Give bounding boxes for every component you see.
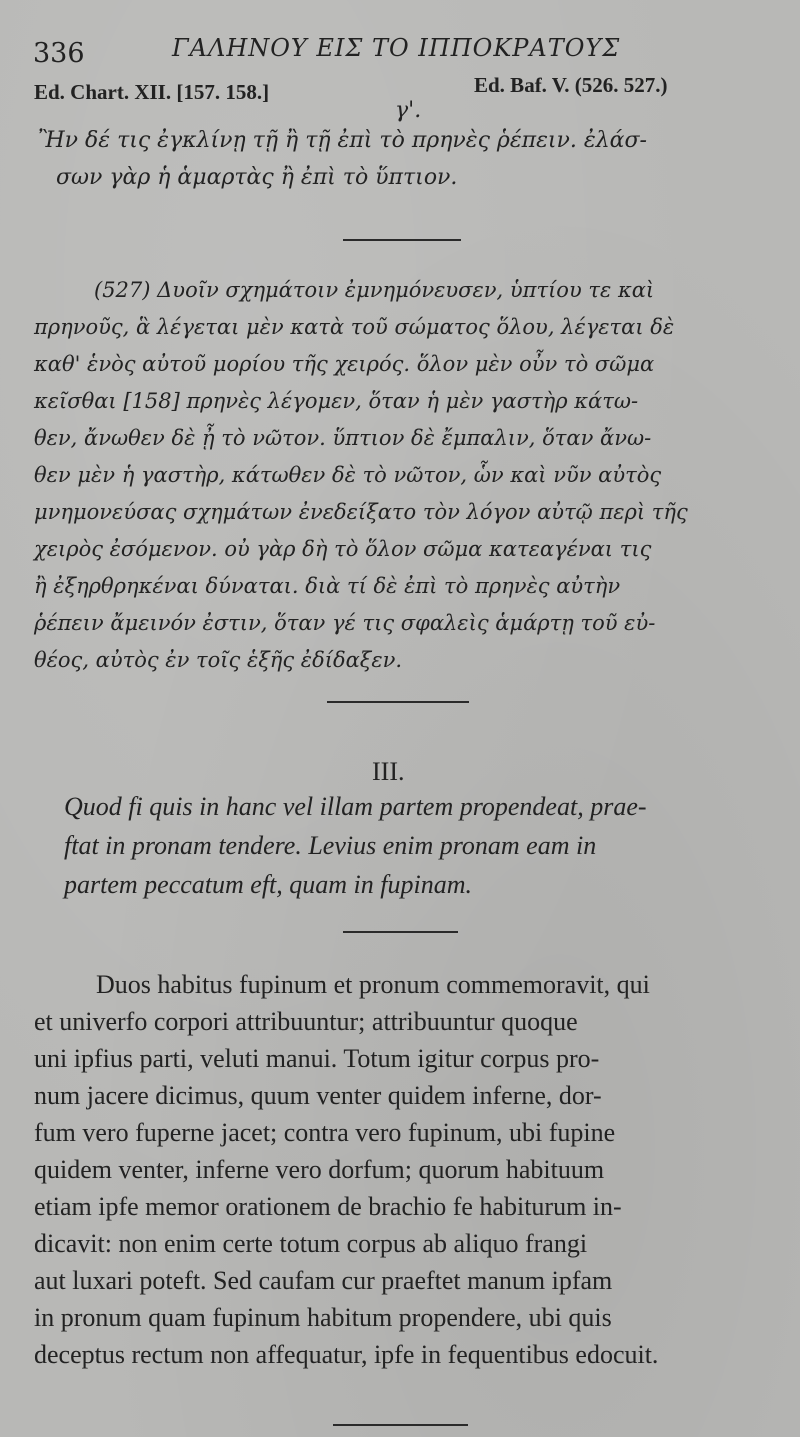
text-line: quidem venter, inferne vero dorfum; quorum habituum [34, 1155, 605, 1184]
text-line: Ἢν δέ τις ἐγκλίνῃ τῇ ἢ τῇ ἐπὶ τὸ πρηνὲς ῥέπειν. ἐλάσ- [38, 128, 647, 153]
text-line: (527) Δυοῖν σχημάτοιν ἐμνημόνευσεν, ὑπτίου τε καὶ [94, 278, 655, 302]
text-line: fum vero fuperne jacet; contra vero fupinum, ubi fupine [34, 1118, 616, 1147]
edition-reference-left: Ed. Chart. XII. [157. 158.] [34, 80, 270, 104]
text-line: καθ' ἑνὸς αὐτοῦ μορίου τῆς χειρός. ὅλον μὲν οὖν τὸ σῶμα [34, 352, 655, 376]
running-title: ΓΑΛΗΝΟΥ ΕΙΣ ΤΟ ΙΠΠΟΚΡΑΤΟΥΣ [172, 34, 621, 62]
edition-reference-right: Ed. Baf. V. (526. 527.) [474, 73, 668, 97]
greek-section-marker: γ'. [395, 98, 422, 123]
divider-rule [343, 239, 461, 241]
text-line: ftat in pronam tendere. Levius enim pronam eam in [64, 831, 597, 860]
text-line: aut luxari poteft. Sed caufam cur praeftet manum ipfam [34, 1266, 613, 1295]
page-number: 336 [33, 38, 85, 69]
text-line: θεν, ἄνωθεν δὲ ᾖ τὸ νῶτον. ὕπτιον δὲ ἔμπαλιν, ὅταν ἄνω- [34, 426, 652, 450]
text-line: num jacere dicimus, quum venter quidem inferne, dor- [34, 1081, 602, 1110]
text-line: θέος, αὐτὸς ἐν τοῖς ἑξῆς ἐδίδαξεν. [34, 648, 403, 672]
text-line: Duos habitus fupinum et pronum commemoravit, qui [96, 970, 650, 999]
text-line: in pronum quam fupinum habitum propendere, ubi quis [34, 1303, 612, 1332]
text-line: θεν μὲν ἡ γαστὴρ, κάτωθεν δὲ τὸ νῶτον, ὧν καὶ νῦν αὐτὸς [34, 463, 662, 487]
text-line: ῥέπειν ἄμεινόν ἐστιν, ὅταν γέ τις σφαλεὶς ἁμάρτῃ τοῦ εὐ- [34, 611, 656, 635]
text-line: χειρὸς ἐσόμενον. οὐ γὰρ δὴ τὸ ὅλον σῶμα κατεαγέναι τις [34, 537, 652, 561]
text-line: σων γὰρ ἡ ἁμαρτὰς ἢ ἐπὶ τὸ ὕπτιον. [56, 165, 458, 190]
divider-rule [327, 701, 469, 703]
text-line: dicavit: non enim certe totum corpus ab aliquo frangi [34, 1229, 588, 1258]
divider-rule [343, 931, 458, 933]
text-line: μνημονεύσας σχημάτων ἐνεδείξατο τὸν λόγον αὐτῷ περὶ τῆς [34, 500, 688, 524]
text-line: et univerfo corpori attribuuntur; attribuuntur quoque [34, 1007, 578, 1036]
text-line: κεῖσθαι [158] πρηνὲς λέγομεν, ὅταν ἡ μὲν γαστὴρ κάτω- [34, 389, 639, 413]
text-line: uni ipfius parti, veluti manui. Totum igitur corpus pro- [34, 1044, 600, 1073]
text-line: Quod fi quis in hanc vel illam partem propendeat, prae- [64, 792, 647, 821]
text-line: etiam ipfe memor orationem de brachio fe habiturum in- [34, 1192, 622, 1221]
latin-section-numeral: III. [372, 757, 405, 786]
text-line: deceptus rectum non affequatur, ipfe in fequentibus edocuit. [34, 1340, 659, 1369]
text-line: partem peccatum eft, quam in fupinam. [64, 870, 472, 899]
text-line: ἢ ἐξηρθρηκέναι δύναται. διὰ τί δὲ ἐπὶ τὸ πρηνὲς αὐτὴν [34, 574, 621, 598]
text-line: πρηνοῦς, ἃ λέγεται μὲν κατὰ τοῦ σώματος ὅλου, λέγεται δὲ [34, 315, 675, 339]
divider-rule [333, 1424, 468, 1426]
